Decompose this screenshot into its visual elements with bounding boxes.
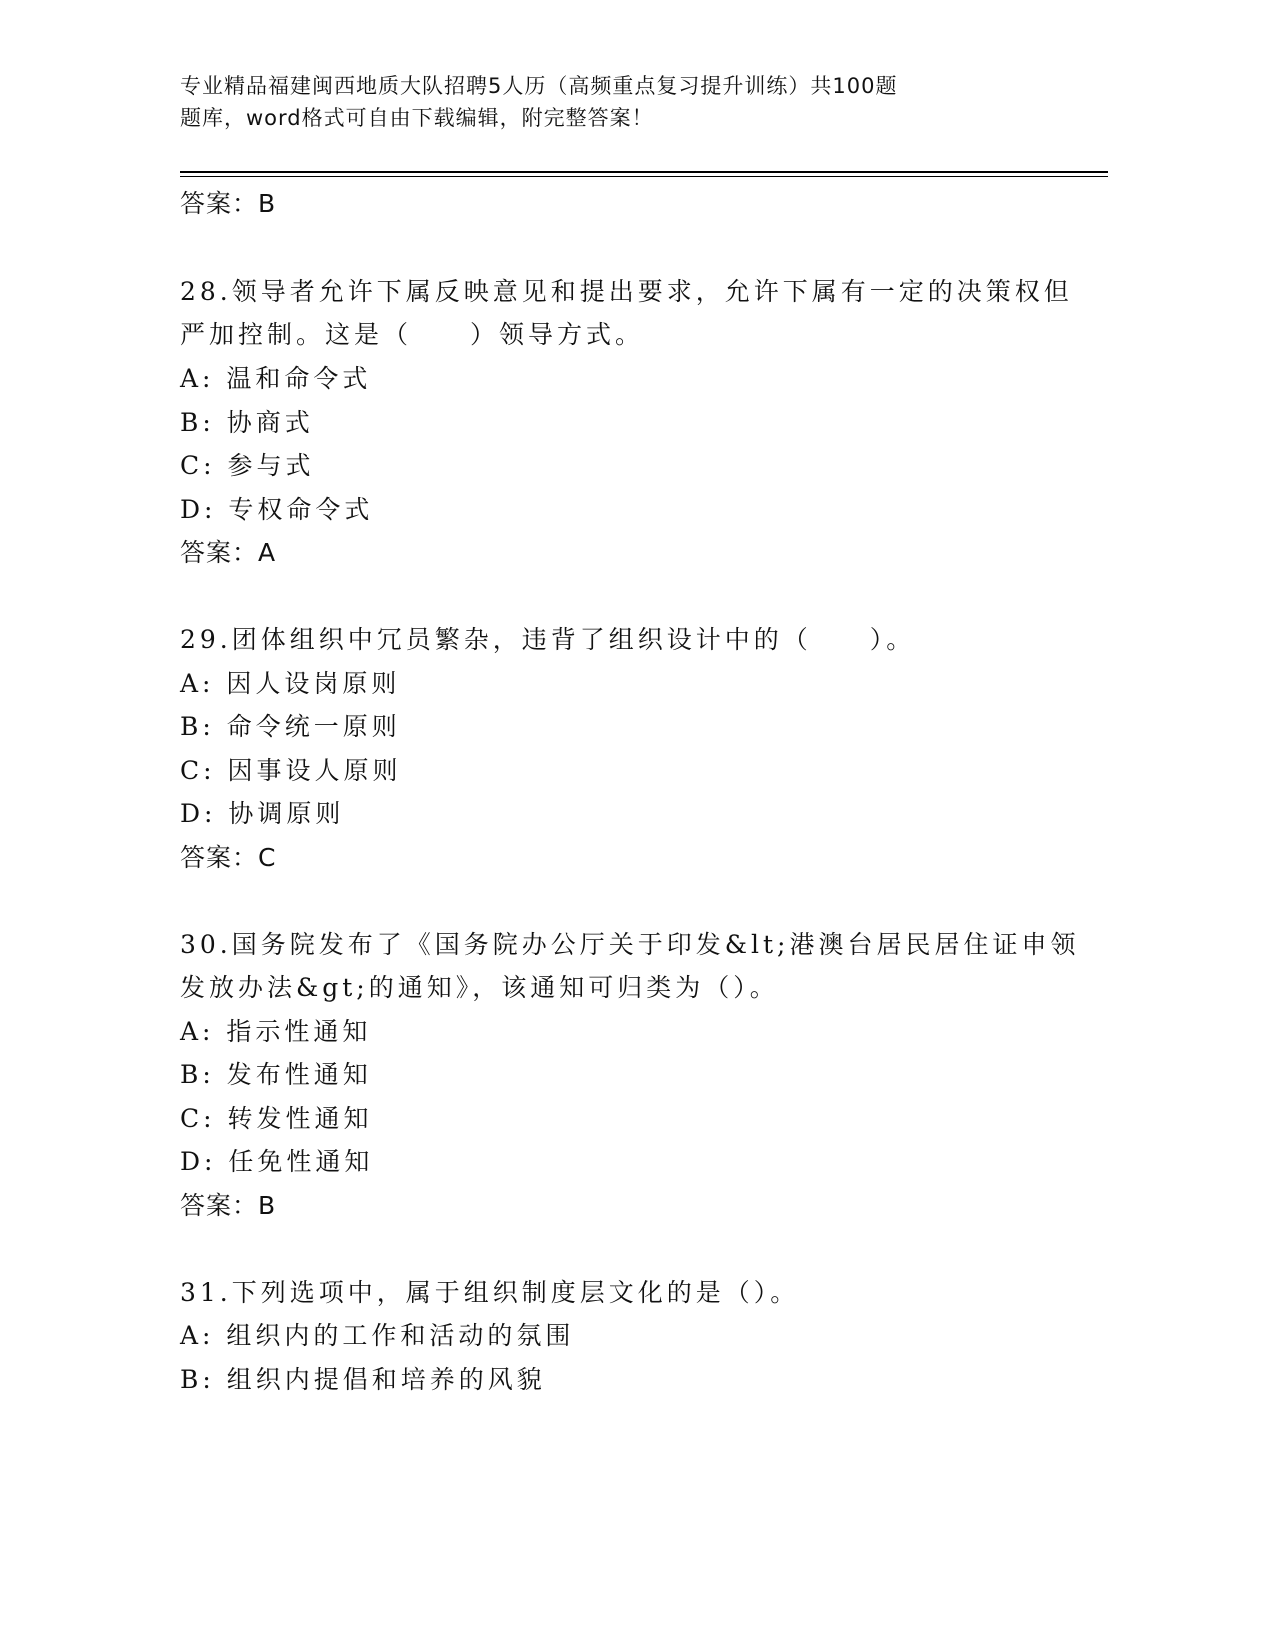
option-c: C: 因事设人原则 [180, 756, 402, 785]
option-c: C: 转发性通知 [180, 1104, 373, 1133]
answer-line: 答案：B [180, 1191, 277, 1220]
option-d: D: 任免性通知 [180, 1147, 374, 1176]
option-b: B: 发布性通知 [180, 1060, 372, 1089]
answer-line: 答案：B [180, 189, 277, 218]
document-header [180, 70, 1010, 134]
header-rule-thin [180, 176, 1108, 177]
option-b: B: 命令统一原则 [180, 712, 401, 741]
question-stem: 28.领导者允许下属反映意见和提出要求，允许下属有一定的决策权但 [180, 277, 1073, 306]
option-b: B: 协商式 [180, 408, 314, 437]
header-line-2: 题库，word格式可自由下载编辑，附完整答案！ [180, 106, 654, 130]
header-line-1: 专业精品福建闽西地质大队招聘5人历（高频重点复习提升训练）共100题 [180, 74, 898, 98]
answer-line: 答案：A [180, 538, 277, 567]
option-a: A: 组织内的工作和活动的氛围 [180, 1321, 575, 1350]
option-a: A: 指示性通知 [180, 1017, 372, 1046]
question-stem: 发放办法&gt;的通知》，该通知可归类为（）。 [180, 973, 779, 1002]
option-c: C: 参与式 [180, 451, 315, 480]
header-rule-thick [180, 171, 1108, 173]
question-stem: 29.团体组织中冗员繁杂，违背了组织设计中的（ ）。 [180, 625, 916, 654]
option-d: D: 协调原则 [180, 799, 345, 828]
option-d: D: 专权命令式 [180, 495, 374, 524]
option-a: A: 温和命令式 [180, 364, 372, 393]
question-stem: 30.国务院发布了《国务院办公厅关于印发&lt;港澳台居民居住证申领 [180, 930, 1080, 959]
question-stem: 严加控制。这是（ ）领导方式。 [180, 320, 645, 349]
answer-line: 答案：C [180, 843, 277, 872]
option-b: B: 组织内提倡和培养的风貌 [180, 1365, 546, 1394]
option-a: A: 因人设岗原则 [180, 669, 401, 698]
question-stem: 31.下列选项中，属于组织制度层文化的是（）。 [180, 1278, 800, 1307]
